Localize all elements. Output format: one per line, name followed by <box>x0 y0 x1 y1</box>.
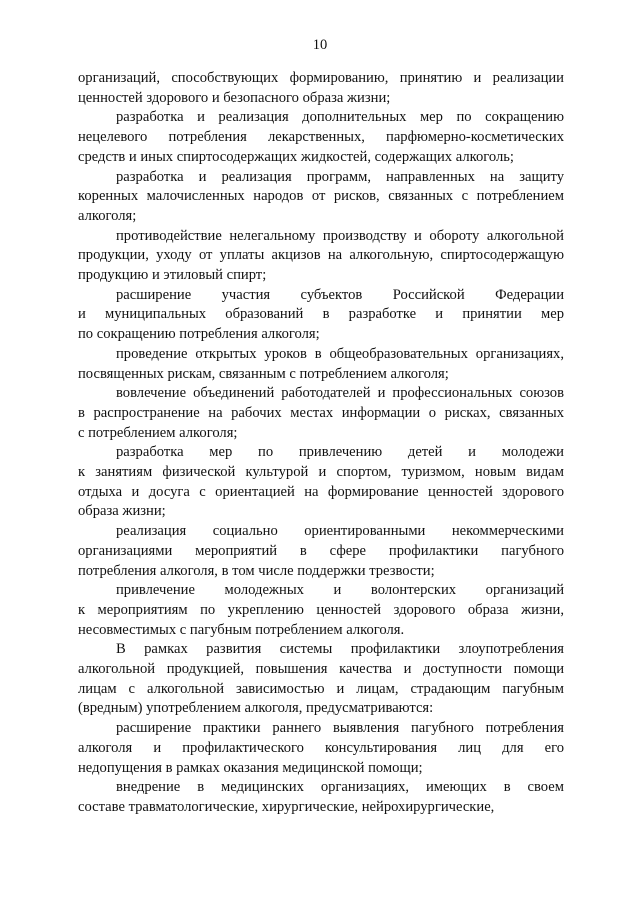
text-line: внедрение в медицинских организациях, имеющих в своем <box>116 779 564 796</box>
text-line: по сокращению потребления алкоголя; <box>78 326 320 343</box>
text-line: потребления алкоголя, в том числе поддержки трезвости; <box>78 562 435 579</box>
text-line: алкоголя; <box>78 207 137 224</box>
text-line: продукции, уходу от уплаты акцизов на алкогольную, спиртосодержащую <box>78 247 564 264</box>
text-line: коренных малочисленных народов от рисков, связанных с потреблением <box>78 188 564 205</box>
text-line: нецелевого потребления лекарственных, парфюмерно-косметических <box>78 129 564 146</box>
text-line: привлечение молодежных и волонтерских организаций <box>116 582 564 599</box>
text-line: составе травматологические, хирургические, нейрохирургические, <box>78 798 495 815</box>
text-line: средств и иных спиртосодержащих жидкостей, содержащих алкоголь; <box>78 148 514 165</box>
text-line: к мероприятиям по укреплению ценностей здорового образа жизни, <box>78 601 564 618</box>
text-line: организаций, способствующих формированию, принятию и реализации <box>78 70 564 86</box>
text-line: к занятиям физической культурой и спортом, туризмом, новым видам <box>78 464 564 480</box>
text-line: организациями мероприятий в сфере профилактики пагубного <box>78 542 564 559</box>
text-line: алкоголя и профилактического консультирования лиц для его <box>78 739 564 756</box>
text-line: недопущения в рамках оказания медицинской помощи; <box>78 759 423 776</box>
page-number: 10 <box>312 37 328 53</box>
text-line: отдыха и досуга с ориентацией на формирование ценностей здорового <box>78 483 564 500</box>
text-line: В рамках развития системы профилактики злоупотребления <box>116 641 564 658</box>
text-line: противодействие нелегальному производству и обороту алкогольной <box>116 227 564 244</box>
text-line: посвященных рискам, связанным с потреблением алкоголя; <box>78 365 449 382</box>
text-line: (вредным) употреблением алкоголя, предусматриваются: <box>78 700 434 717</box>
text-line: расширение участия субъектов Российской Федерации <box>116 286 564 303</box>
text-line: разработка и реализация программ, направленных на защиту <box>116 168 564 185</box>
text-line: лицам с алкогольной зависимостью и лицам, страдающим пагубным <box>78 680 564 697</box>
text-line: и муниципальных образований в разработке и принятии мер <box>78 306 564 323</box>
text-line: реализация социально ориентированными некоммерческими <box>116 523 564 540</box>
text-line: ценностей здорового и безопасного образа жизни; <box>78 89 391 106</box>
text-line: вовлечение объединений работодателей и профессиональных союзов <box>116 385 564 402</box>
text-line: разработка мер по привлечению детей и молодежи <box>116 444 564 461</box>
text-line: разработка и реализация дополнительных мер по сокращению <box>116 109 564 126</box>
text-line: проведение открытых уроков в общеобразовательных организациях, <box>116 345 564 362</box>
text-line: несовместимых с пагубным потреблением алкоголя. <box>78 621 405 638</box>
text-line: продукцию и этиловый спирт; <box>78 267 267 283</box>
text-line: с потреблением алкоголя; <box>78 424 238 441</box>
text-line: расширение практики раннего выявления пагубного потребления <box>116 720 564 737</box>
text-line: образа жизни; <box>78 503 166 520</box>
text-line: алкогольной продукцией, повышения качества и доступности помощи <box>78 661 564 677</box>
text-line: в распространение на рабочих местах информации о рисках, связанных <box>78 404 564 421</box>
